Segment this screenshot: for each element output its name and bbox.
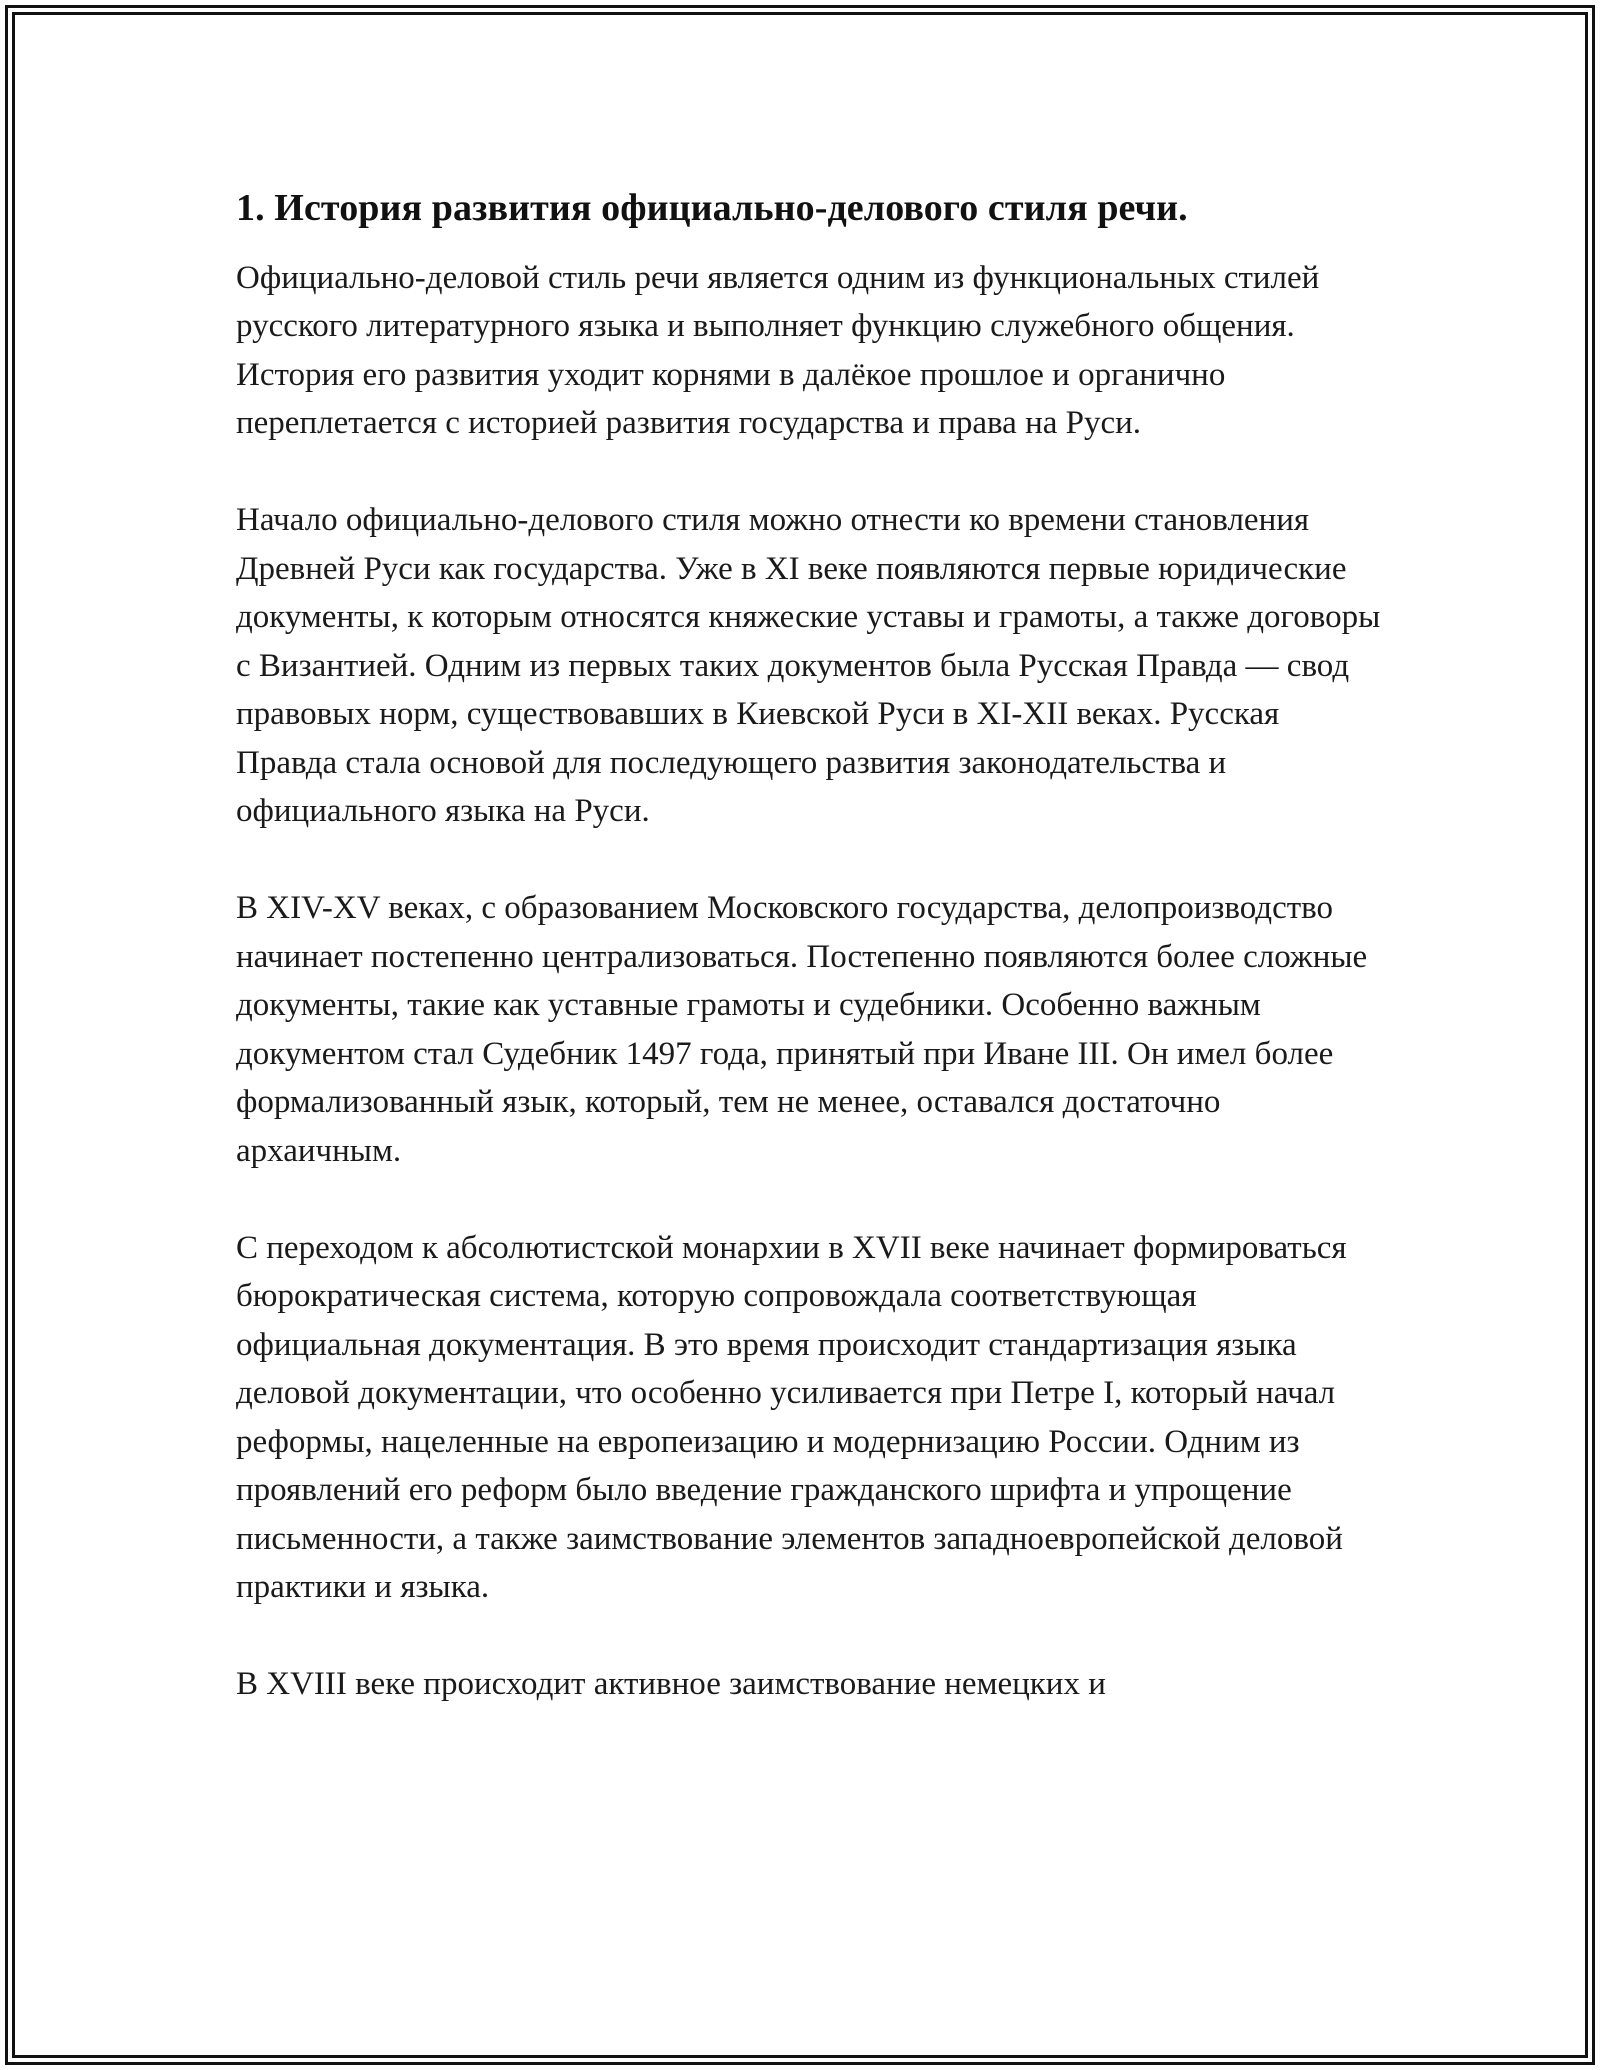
paragraph-2: Начало официально-делового стиля можно отнести ко времени становления Древней Руси как государства. Уже в XI веке появляются первые юридические документы, к которым относятся княжеские уставы и грамоты, а также договоры с Византией. Одним из первых таких документов была Русская Правда — свод правовых норм, существовавших в Киевской Руси в XI-XII веках. Русская Правда стала основой для последующего развития законодательства и официального языка на Руси. — [236, 502, 1381, 830]
paragraph-1: Официально-деловой стиль речи является одним из функциональных стилей русского литературного языка и выполняет функцию служебного общения. История его развития уходит корнями в далёкое прошлое и органично переплетается с историей развития государства и права на Руси. — [236, 259, 1320, 442]
paragraph-3: В XIV-XV веках, с образованием Московского государства, делопроизводство начинает постепенно централизоваться. Постепенно появляются более сложные документы, такие как уставные грамоты и судебники. Особенно важным документом стал Судебник 1497 года, принятый при Иване III. Он имел более формализованный язык, который, тем не менее, оставался достаточно архаичным. — [236, 890, 1368, 1169]
document-heading: 1. История развития официально-делового стиля речи. — [236, 187, 1188, 229]
document-body — [236, 186, 1386, 1709]
paragraph-5: В XVIII веке происходит активное заимствование немецких и — [236, 1666, 1106, 1703]
paragraph-4: С переходом к абсолютистской монархии в XVII веке начинает формироваться бюрократическая система, которую сопровождала соответствующая официальная документация. В это время происходит стандартизация языка деловой документации, что особенно усиливается при Петре I, который начал реформы, нацеленные на европеизацию и модернизацию России. Одним из проявлений его реформ было введение гражданского шрифта и упрощение письменности, а также заимствование элементов западноевропейской деловой практики и языка. — [236, 1229, 1347, 1606]
